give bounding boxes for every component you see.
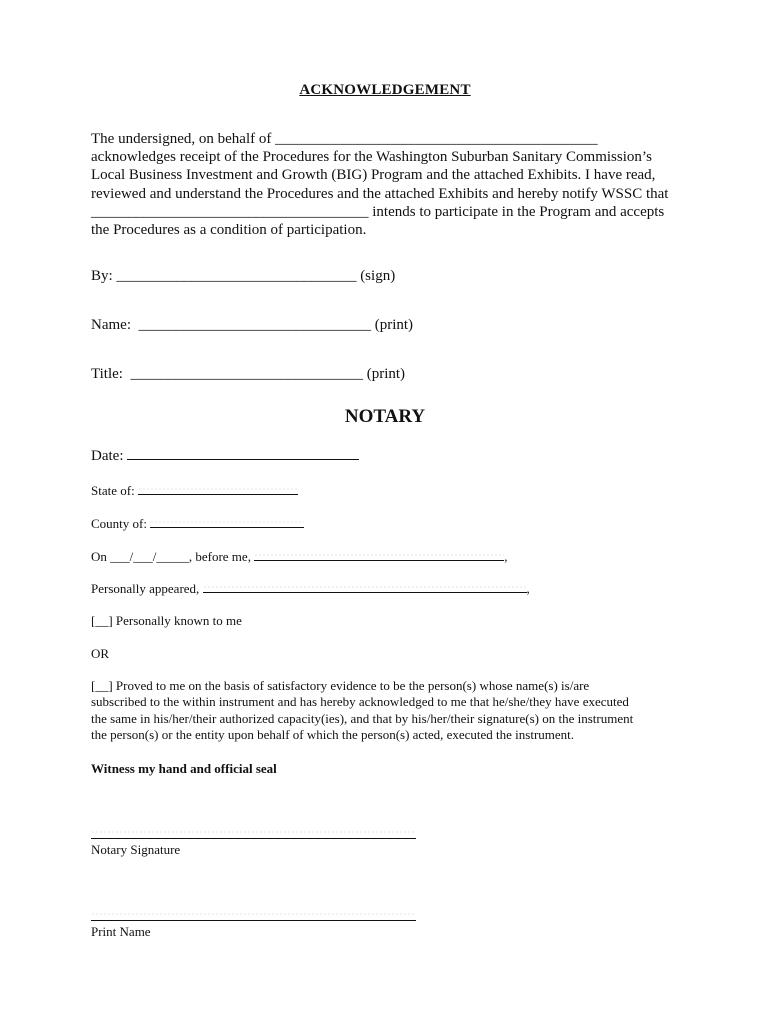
proved-checkbox-line[interactable]: [__] Proved to me on the basis of satisfactory evidence to be the person(s) whose name(s) is/are: [91, 678, 590, 693]
date-blank[interactable]: [127, 446, 359, 460]
on-date-prefix: On ___/___/_____, before me,: [91, 549, 251, 564]
personally-appeared-blank[interactable]: [203, 580, 527, 593]
print-name-label: Print Name: [91, 924, 151, 939]
proved-line: the person(s) or the entity upon behalf of which the person(s) acted, executed the instrument.: [91, 727, 575, 743]
intro-line: acknowledges receipt of the Procedures for the Washington Suburban Sanitary Commission’s: [91, 149, 652, 166]
print-name-line[interactable]: [91, 906, 416, 921]
notary-signature-label: Notary Signature: [91, 842, 181, 857]
notary-signature-line[interactable]: [91, 824, 416, 839]
by-blank[interactable]: ________________________________: [116, 268, 357, 284]
intro-paragraph: [91, 130, 681, 239]
proved-line: subscribed to the within instrument and has hereby acknowledged to me that he/she/they have executed: [91, 694, 629, 710]
intro-line: _____________________________________ intends to participate in the Program and accepts: [91, 203, 665, 220]
by-label: By:: [91, 268, 113, 284]
personally-appeared-label: Personally appeared,: [91, 581, 200, 596]
state-label: State of:: [91, 483, 135, 498]
proved-line: the same in his/her/their authorized capacity(ies), and that by his/her/their signature(s) on the instrument: [91, 710, 634, 726]
proved-paragraph: [91, 678, 633, 744]
personally-appeared-suffix: ,: [526, 581, 530, 596]
name-suffix: (print): [374, 317, 414, 333]
county-blank[interactable]: [150, 515, 304, 528]
before-me-blank[interactable]: [254, 548, 504, 561]
intro-line: The undersigned, on behalf of ___________________________________________: [91, 131, 598, 147]
state-field[interactable]: [91, 482, 298, 499]
date-field[interactable]: [91, 446, 359, 465]
witness-statement: Witness my hand and official seal: [91, 761, 277, 776]
on-date-suffix: ,: [504, 549, 508, 564]
name-label: Name:: [91, 317, 131, 333]
personally-known-checkbox[interactable]: [__] Personally known to me: [91, 613, 242, 628]
or-text: OR: [91, 646, 110, 661]
name-blank[interactable]: _______________________________: [138, 317, 371, 333]
on-date-field[interactable]: [91, 548, 507, 565]
document-title: ACKNOWLEDGEMENT: [299, 82, 471, 98]
notary-heading: NOTARY: [344, 406, 426, 427]
intro-line: Local Business Investment and Growth (BIG) Program and the attached Exhibits. I have read,: [91, 167, 656, 184]
county-field[interactable]: [91, 515, 304, 532]
name-field[interactable]: [91, 317, 413, 334]
state-blank[interactable]: [138, 482, 298, 495]
title-suffix: (print): [366, 366, 406, 382]
intro-line: the Procedures as a condition of participation.: [91, 222, 367, 239]
personally-appeared-field[interactable]: [91, 580, 530, 597]
by-field[interactable]: [91, 268, 395, 285]
county-label: County of:: [91, 516, 147, 531]
by-suffix: (sign): [360, 268, 396, 284]
intro-line: reviewed and understand the Procedures and the attached Exhibits and hereby notify WSSC that: [91, 185, 669, 202]
date-label: Date:: [91, 448, 124, 464]
title-blank[interactable]: _______________________________: [130, 366, 363, 382]
title-label: Title:: [91, 366, 123, 382]
title-field[interactable]: [91, 366, 405, 383]
